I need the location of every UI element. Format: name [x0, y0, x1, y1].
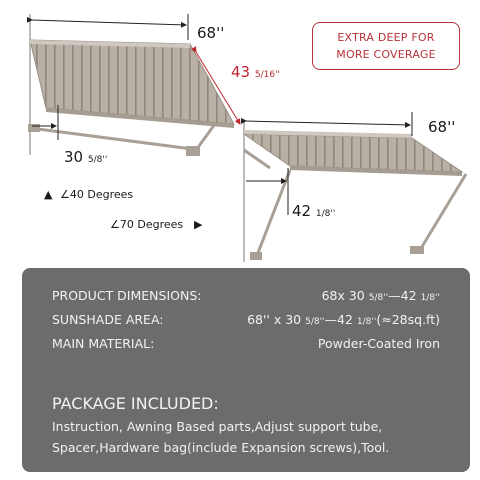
badge-line-1: EXTRA DEEP FOR — [337, 31, 435, 44]
package-line-2: Spacer,Hardware bag(include Expansion screws),Tool. — [52, 440, 390, 455]
dimensions-main: 68x 30 — [321, 288, 365, 303]
right-width-label: 68'' — [428, 118, 456, 136]
right-depth-label — [292, 202, 335, 220]
right-depth-main: 42 — [292, 202, 312, 220]
package-title: PACKAGE INCLUDED: — [52, 394, 219, 413]
dimensions-dash: —42 — [388, 288, 417, 303]
left-width-label: 68'' — [197, 24, 225, 42]
left-angle-label: ∠40 Degrees — [60, 188, 134, 201]
material-value: Powder-Coated Iron — [317, 336, 440, 351]
right-angle-marker: ▶ — [194, 218, 203, 231]
slope-frac: 5/16'' — [254, 70, 281, 80]
dimensions-frac-2: 1/8'' — [420, 293, 440, 303]
left-angle-marker: ▲ — [44, 188, 53, 201]
right-angle-label: ∠70 Degrees — [110, 218, 184, 231]
extra-deep-badge — [312, 22, 460, 70]
right-depth-frac: 1/8'' — [315, 209, 336, 219]
sunshade-frac-2: 1/8'' — [356, 317, 377, 327]
sunshade-value — [247, 312, 440, 327]
slope-length-label — [231, 63, 280, 81]
sunshade-label: SUNSHADE AREA: — [52, 312, 164, 327]
sunshade-dash: —42 — [324, 312, 353, 327]
left-depth-main: 30 — [64, 148, 84, 166]
dimensions-value — [322, 288, 440, 303]
slope-main: 43 — [231, 63, 251, 81]
badge-line-2: MORE COVERAGE — [336, 48, 436, 61]
material-label: MAIN MATERIAL: — [52, 336, 155, 351]
sunshade-main: 68'' x 30 — [247, 312, 302, 327]
package-text — [52, 416, 452, 458]
dimensions-frac-1: 5/8'' — [368, 293, 389, 303]
left-depth-frac: 5/8'' — [87, 155, 108, 165]
spec-panel — [22, 268, 470, 472]
package-line-1: Instruction, Awning Based parts,Adjust support tube, — [52, 419, 383, 434]
left-depth-label — [64, 148, 107, 166]
sunshade-frac-1: 5/8'' — [305, 317, 325, 327]
sunshade-area: (≈28sq.ft) — [376, 312, 440, 327]
dimensions-label: PRODUCT DIMENSIONS: — [52, 288, 202, 303]
